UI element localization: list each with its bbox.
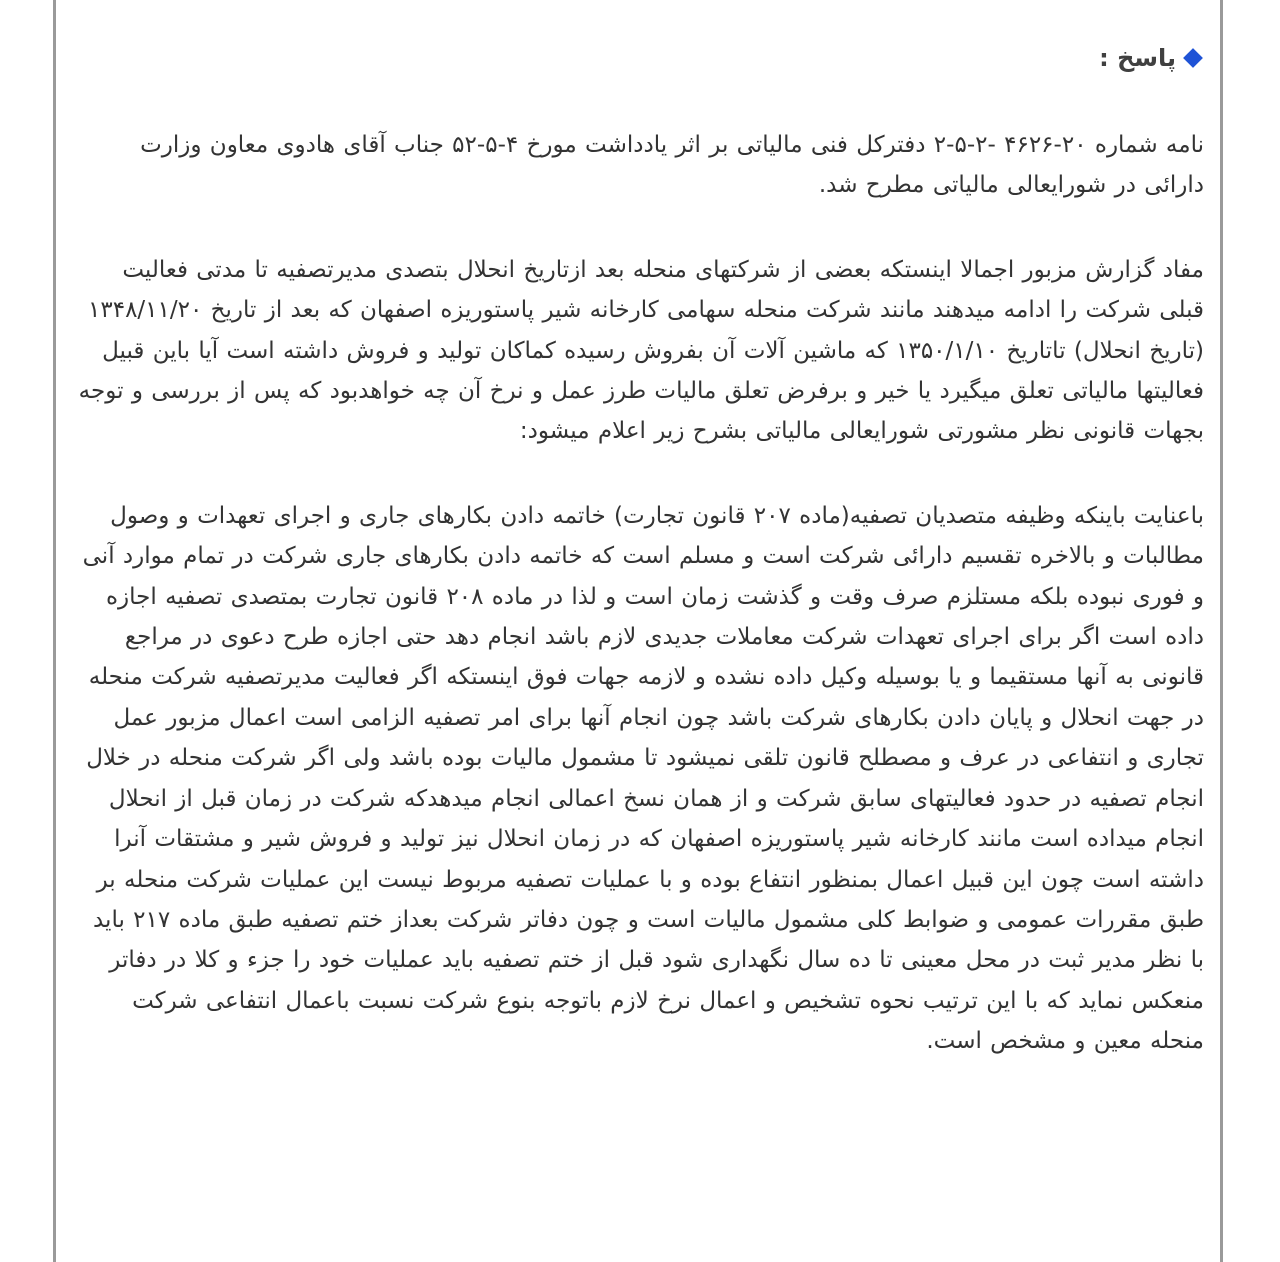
answer-heading-label: پاسخ :	[1099, 44, 1176, 72]
blue-diamond-icon	[1183, 48, 1203, 68]
paragraph-advisory-opinion: باعنایت باینکه وظیفه متصدیان تصفیه(ماده ۲۰۷ قانون تجارت) خاتمه دادن بکارهای جاری و اجرای تعهدات و وصول مطالبات و بالاخره تقسیم دارائی شرکت است و مسلم است که خاتمه دادن بکارهای جاری شرکت در تمام موارد آنی و فوری نبوده بلکه مستلزم صرف وقت و گذشت زمان است و لذا در ماده ۲۰۸ قانون تجارت بمتصدی تصفیه اجازه داده است اگر برای اجرای تعهدات شرکت معاملات جدیدی لازم باشد انجام دهد حتی اجازه طرح دعوی در مراجع قانونی به آنها مستقیما و یا بوسیله وکیل داده نشده و لازمه جهات فوق اینستکه اگر فعالیت مدیرتصفیه شرکت منحله در جهت انحلال و پایان دادن بکارهای شرکت باشد چون انجام آنها برای امر تصفیه الزامی است اعمال مزبور عمل تجاری و انتفاعی در عرف و مصطلح قانون تلقی نمیشود تا مشمول مالیات بوده باشد ولی اگر شرکت منحله در خلال انجام تصفیه در حدود فعالیتهای سابق شرکت و از همان نسخ اعمالی انجام میدهدکه شرکت در زمان قبل از انحلال انجام میداده است مانند کارخانه شیر پاستوریزه اصفهان که در زمان انحلال نیز تولید و فروش شیر و مشتقات آنرا داشته است چون این قبیل اعمال بمنظور انتفاع بوده و با عملیات تصفیه مربوط نیست این عملیات شرکت منحله بر طبق مقررات عمومی و ضوابط کلی مشمول مالیات است و چون دفاتر شرکت بعداز ختم تصفیه طبق ماده ۲۱۷ باید با نظر مدیر ثبت در محل معینی تا ده سال نگهداری شود قبل از ختم تصفیه باید عملیات خود را جزء و کلا در دفاتر منعکس نماید که با این ترتیب نحوه تشخیص و اعمال نرخ لازم باتوجه بنوع شرکت نسبت باعمال انتفاعی شرکت منحله معین و مشخص است.	[82, 502, 1204, 1055]
paragraph-letter-reference: نامه شماره ۲۰-۴۶۲۶ -۲-۵-۲ دفترکل فنی مالیاتی بر اثر یادداشت مورخ ۴-۵-۵۲ جناب آقای هادوی معاون وزارت دارائی در شورایعالی مالیاتی مطرح شد.	[140, 132, 1204, 199]
paragraph-report-summary: مفاد گزارش مزبور اجمالا اینستکه بعضی از شرکتهای منحله بعد ازتاریخ انحلال بتصدی مدیرتصفیه تا مدتی فعالیت قبلی شرکت را ادامه میدهند مانند شرکت منحله سهامی کارخانه شیر پاستوریزه اصفهان که بعد از تاریخ ۱۳۴۸/۱۱/۲۰ (تاریخ انحلال) تاتاریخ ۱۳۵۰/۱/۱۰ که ماشین آلات آن بفروش رسیده کماکان تولید و فروش داشته است آیا باین قبیل فعالیتها مالیاتی تعلق میگیرد یا خیر و برفرض تعلق مالیات طرز عمل و نرخ آن چه خواهدبود که پس از بررسی و توجه بجهات قانونی نظر مشورتی شورایعالی مالیاتی بشرح زیر اعلام میشود:	[78, 256, 1204, 445]
answer-heading	[78, 38, 1204, 78]
answer-section	[78, 38, 1204, 1062]
